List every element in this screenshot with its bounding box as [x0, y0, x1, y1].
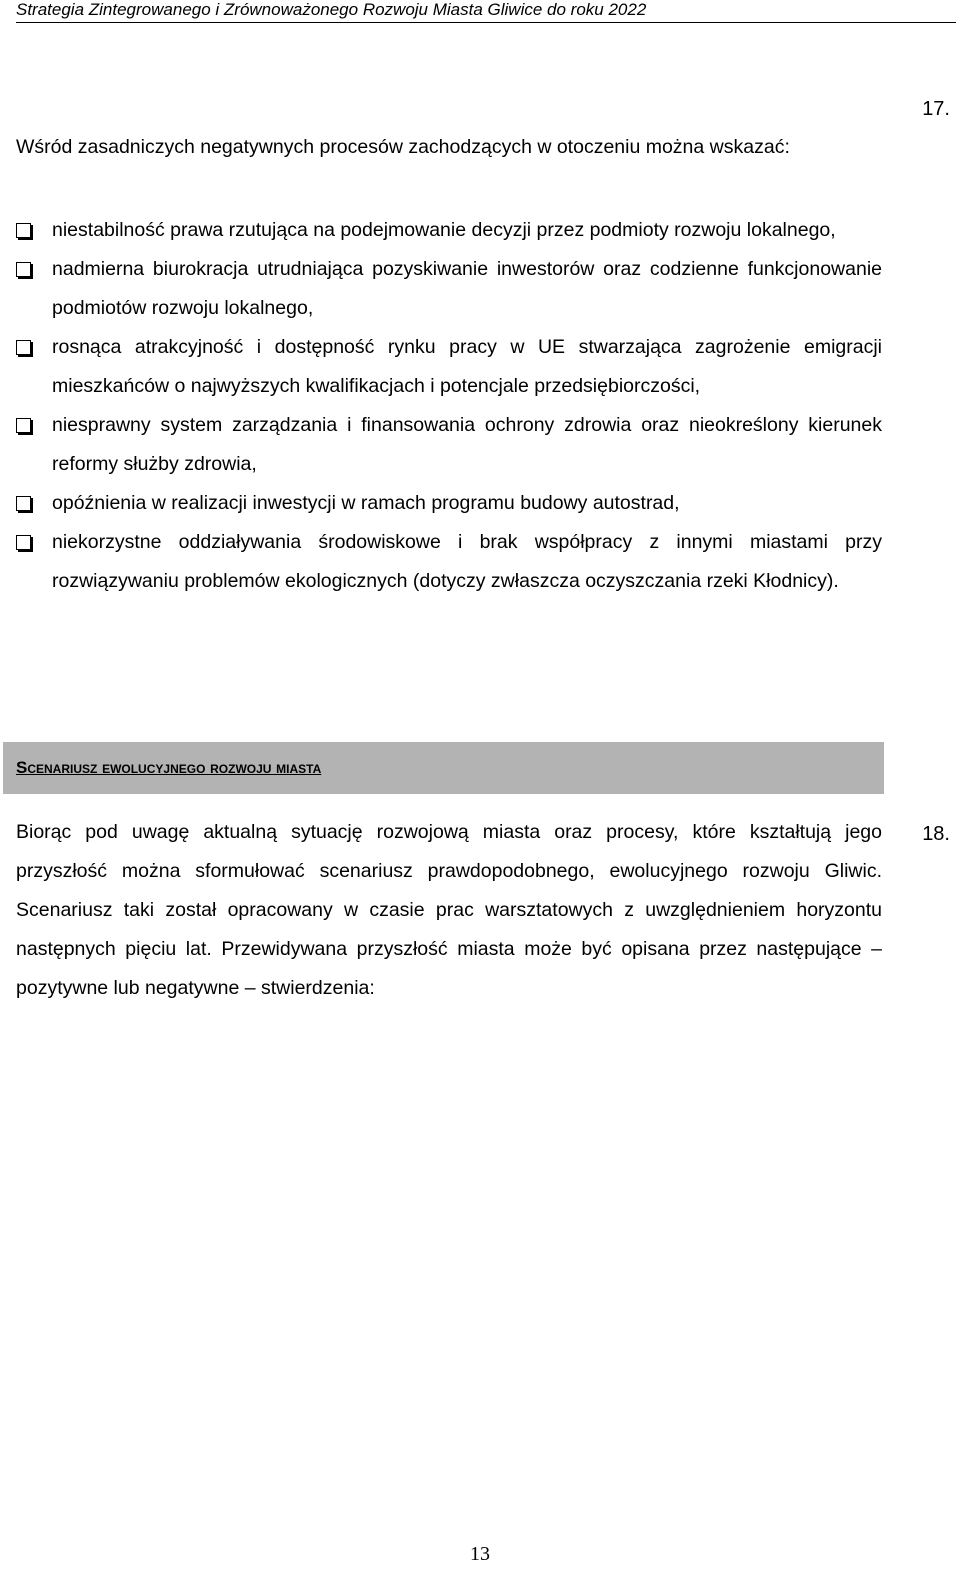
list-item-text: nadmierna biurokracja utrudniająca pozyskiwanie inwestorów oraz codzienne funkcjonowanie podmiotów rozwoju lokalnego, [52, 258, 882, 319]
paragraph-number-18: 18. [922, 823, 950, 845]
section-heading-bar [3, 742, 884, 794]
list-item [16, 523, 882, 601]
checkbox-bullet-icon [16, 535, 31, 550]
checkbox-bullet-icon [16, 418, 31, 433]
paragraph-number-17: 17. [922, 98, 950, 120]
list-item [16, 406, 882, 484]
list-item [16, 250, 882, 328]
list-item [16, 328, 882, 406]
page-number: 13 [470, 1543, 490, 1565]
list-item-text: opóźnienia w realizacji inwestycji w ramach programu budowy autostrad, [52, 492, 680, 514]
paragraph-17-intro: Wśród zasadniczych negatywnych procesów zachodzących w otoczeniu można wskazać: [16, 136, 790, 158]
checkbox-bullet-icon [16, 340, 31, 355]
section-title: Scenariusz ewolucyjnego rozwoju miasta [16, 758, 322, 777]
list-item-text: niesprawny system zarządzania i finansowania ochrony zdrowia oraz nieokreślony kierunek reformy służby zdrowia, [52, 414, 882, 475]
checkbox-bullet-icon [16, 496, 31, 511]
list-item [16, 484, 882, 523]
paragraph-18-text: Biorąc pod uwagę aktualną sytuację rozwojową miasta oraz procesy, które kształtują jego przyszłość można sformułować scenariusz prawdopodobnego, ewolucyjnego rozwoju Gliwic. Scenariusz taki został opracowany w czasie prac warsztatowych z uwzględnieniem horyzontu następnych pięciu lat. Przewidywana przyszłość miasta może być opisana przez następujące – pozytywne lub negatywne – stwierdzenia: [16, 821, 882, 999]
running-header: Strategia Zintegrowanego i Zrównoważonego Rozwoju Miasta Gliwice do roku 2022 [16, 0, 956, 23]
list-item-text: niekorzystne oddziaływania środowiskowe i brak współpracy z innymi miastami przy rozwiązywaniu problemów ekologicznych (dotyczy zwłaszcza oczyszczania rzeki Kłodnicy). [52, 531, 882, 592]
negative-processes-list [16, 211, 882, 601]
checkbox-bullet-icon [16, 262, 31, 277]
list-item-text: niestabilność prawa rzutująca na podejmowanie decyzji przez podmioty rozwoju lokalnego, [52, 219, 836, 241]
list-item-text: rosnąca atrakcyjność i dostępność rynku pracy w UE stwarzająca zagrożenie emigracji mieszkańców o najwyższych kwalifikacjach i potencjale przedsiębiorczości, [52, 336, 882, 397]
list-item [16, 211, 882, 250]
checkbox-bullet-icon [16, 223, 31, 238]
